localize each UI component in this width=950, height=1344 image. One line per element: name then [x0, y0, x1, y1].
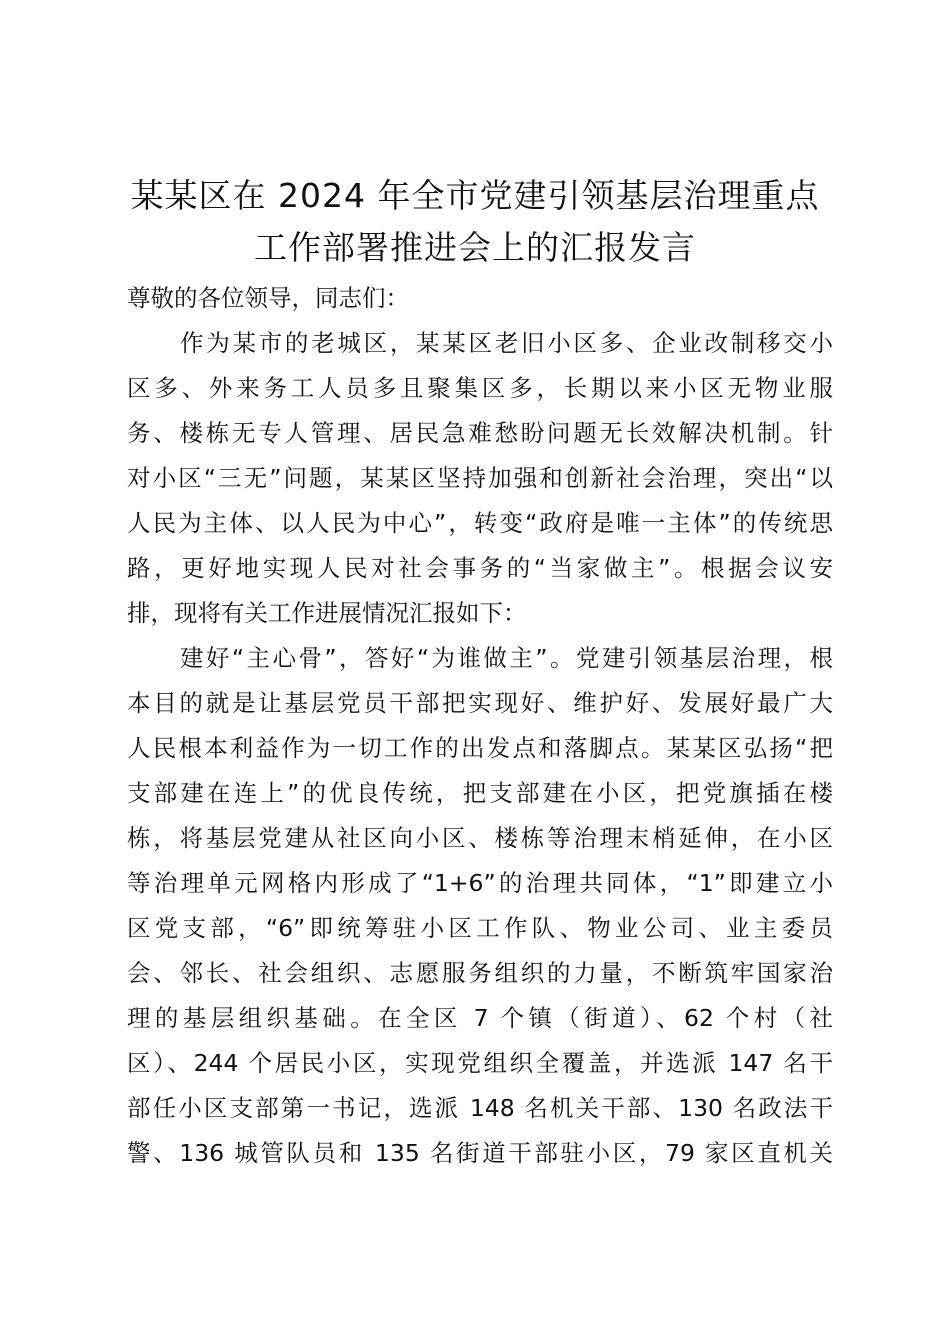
paragraph-2-line: 部任小区支部第一书记，选派 148 名机关干部、130 名政法干: [127, 1094, 833, 1122]
paragraph-2-line: 会、邻长、社会组织、志愿服务组织的力量，不断筑牢国家治: [127, 959, 833, 987]
paragraph-1-line: 区多、外来务工人员多且聚集区多，长期以来小区无物业服: [127, 374, 833, 402]
document-title-line-1: 某某区在 2024 年全市党建引领基层治理重点: [130, 176, 820, 215]
paragraph-1-line: 人民为主体、以人民为中心”，转变“政府是唯一主体”的传统思: [127, 509, 833, 537]
paragraph-2-line: 理的基层组织基础。在全区 7 个镇（街道）、62 个村（社: [127, 1004, 833, 1032]
document-title-line-2: 工作部署推进会上的汇报发言: [254, 228, 696, 267]
paragraph-2-line: 栋，将基层党建从社区向小区、楼栋等治理末梢延伸，在小区: [127, 824, 833, 852]
paragraph-2-line: 人民根本利益作为一切工作的出发点和落脚点。某某区弘扬“把: [127, 734, 833, 762]
paragraph-1-line: 作为某市的老城区，某某区老旧小区多、企业改制移交小: [180, 329, 833, 357]
paragraph-1-line: 对小区“三无”问题，某某区坚持加强和创新社会治理，突出“以: [127, 464, 833, 492]
paragraph-2-line: 警、136 城管队员和 135 名街道干部驻小区，79 家区直机关: [127, 1139, 833, 1167]
paragraph-2-line: 等治理单元网格内形成了“1+6”的治理共同体，“1”即建立小: [127, 869, 833, 897]
paragraph-2-line: 本目的就是让基层党员干部把实现好、维护好、发展好最广大: [127, 689, 833, 717]
paragraph-2-line: 区）、244 个居民小区，实现党组织全覆盖，并选派 147 名干: [127, 1049, 833, 1077]
salutation: 尊敬的各位领导，同志们：: [127, 284, 409, 312]
paragraph-1-line: 排，现将有关工作进展情况汇报如下：: [127, 599, 527, 627]
paragraph-2-line: 区党支部，“6”即统筹驻小区工作队、物业公司、业主委员: [127, 914, 833, 942]
paragraph-1-line: 路，更好地实现人民对社会事务的“当家做主”。根据会议安: [127, 554, 833, 582]
paragraph-1-line: 务、楼栋无专人管理、居民急难愁盼问题无长效解决机制。针: [127, 419, 833, 447]
paragraph-2-line: 支部建在连上”的优良传统，把支部建在小区，把党旗插在楼: [127, 779, 833, 807]
paragraph-2-line: 建好“主心骨”，答好“为谁做主”。党建引领基层治理，根: [180, 644, 833, 672]
